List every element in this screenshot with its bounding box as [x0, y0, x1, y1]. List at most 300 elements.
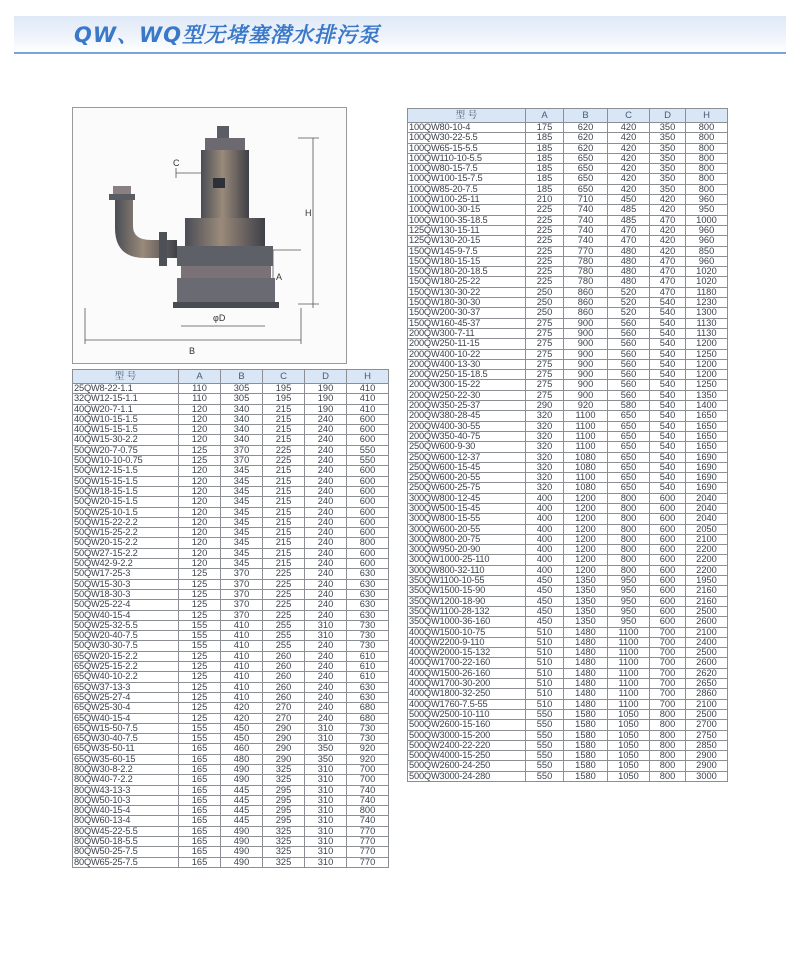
cell-model: 200QW380-28-45 [408, 411, 526, 421]
cell-a: 510 [526, 627, 564, 637]
cell-d: 240 [305, 610, 347, 620]
table-row [408, 401, 728, 411]
table-row [73, 456, 389, 466]
cell-a: 400 [526, 503, 564, 513]
cell-d: 470 [650, 287, 686, 297]
table-row [73, 703, 389, 713]
table-row [408, 524, 728, 534]
cell-model: 250QW600-9-30 [408, 442, 526, 452]
cell-d: 240 [305, 548, 347, 558]
cell-a: 450 [526, 586, 564, 596]
cell-h: 2400 [686, 637, 728, 647]
cell-a: 400 [526, 565, 564, 575]
cell-c: 290 [263, 744, 305, 754]
cell-a: 125 [179, 456, 221, 466]
cell-b: 860 [564, 287, 608, 297]
cell-d: 310 [305, 764, 347, 774]
cell-h: 600 [347, 528, 389, 538]
cell-d: 600 [650, 534, 686, 544]
cell-c: 325 [263, 837, 305, 847]
cell-a: 320 [526, 442, 564, 452]
cell-c: 215 [263, 497, 305, 507]
cell-b: 1200 [564, 534, 608, 544]
cell-d: 420 [650, 246, 686, 256]
table-row [408, 123, 728, 133]
cell-model: 500QW3000-24-280 [408, 771, 526, 781]
cell-a: 225 [526, 246, 564, 256]
cell-b: 770 [564, 246, 608, 256]
column-header-a: A [526, 109, 564, 123]
cell-model: 500QW3000-15-200 [408, 730, 526, 740]
cell-a: 275 [526, 390, 564, 400]
cell-d: 540 [650, 473, 686, 483]
cell-h: 960 [686, 236, 728, 246]
cell-a: 250 [526, 308, 564, 318]
cell-model: 400QW1800-32-250 [408, 689, 526, 699]
cell-d: 240 [305, 692, 347, 702]
cell-d: 540 [650, 318, 686, 328]
table-row [408, 215, 728, 225]
cell-d: 540 [650, 411, 686, 421]
table-row [73, 847, 389, 857]
cell-b: 620 [564, 143, 608, 153]
cell-h: 600 [347, 466, 389, 476]
table-row [408, 431, 728, 441]
cell-a: 120 [179, 414, 221, 424]
cell-model: 65QW25-30-4 [73, 703, 179, 713]
page-title: QW、WQ型无堵塞潜水排污泵 [74, 23, 381, 47]
table-row [408, 658, 728, 668]
cell-c: 470 [608, 225, 650, 235]
cell-a: 550 [526, 740, 564, 750]
cell-a: 125 [179, 445, 221, 455]
cell-a: 225 [526, 277, 564, 287]
cell-model: 100QW100-15-7.5 [408, 174, 526, 184]
cell-c: 295 [263, 806, 305, 816]
cell-c: 215 [263, 466, 305, 476]
cell-a: 165 [179, 744, 221, 754]
cell-d: 240 [305, 589, 347, 599]
cell-d: 600 [650, 617, 686, 627]
cell-a: 120 [179, 528, 221, 538]
cell-d: 350 [650, 174, 686, 184]
cell-a: 125 [179, 610, 221, 620]
cell-b: 900 [564, 380, 608, 390]
cell-b: 780 [564, 267, 608, 277]
cell-h: 610 [347, 662, 389, 672]
cell-b: 1100 [564, 442, 608, 452]
table-row [73, 559, 389, 569]
table-row [73, 435, 389, 445]
cell-h: 2600 [686, 658, 728, 668]
table-row [408, 699, 728, 709]
cell-d: 350 [305, 744, 347, 754]
left-spec-table [72, 369, 389, 868]
cell-b: 370 [221, 600, 263, 610]
table-row [408, 709, 728, 719]
cell-h: 770 [347, 837, 389, 847]
table-row [408, 390, 728, 400]
cell-d: 800 [650, 771, 686, 781]
cell-model: 50QW25-10-1.5 [73, 507, 179, 517]
cell-b: 370 [221, 579, 263, 589]
cell-b: 490 [221, 857, 263, 867]
table-row [408, 195, 728, 205]
table-row [73, 754, 389, 764]
cell-c: 420 [608, 133, 650, 143]
cell-b: 1480 [564, 668, 608, 678]
cell-model: 100QW100-35-18.5 [408, 215, 526, 225]
cell-model: 300QW500-15-45 [408, 503, 526, 513]
table-row [408, 751, 728, 761]
cell-h: 800 [347, 538, 389, 548]
cell-a: 185 [526, 164, 564, 174]
cell-h: 2650 [686, 679, 728, 689]
cell-model: 400QW1760-7.5-55 [408, 699, 526, 709]
table-row [408, 328, 728, 338]
cell-c: 295 [263, 795, 305, 805]
cell-h: 600 [347, 414, 389, 424]
cell-h: 800 [686, 133, 728, 143]
cell-b: 1350 [564, 617, 608, 627]
cell-b: 490 [221, 826, 263, 836]
cell-model: 300QW800-32-110 [408, 565, 526, 575]
cell-b: 410 [221, 651, 263, 661]
table-row [73, 826, 389, 836]
cell-h: 2700 [686, 720, 728, 730]
cell-c: 215 [263, 435, 305, 445]
table-row [73, 682, 389, 692]
cell-b: 410 [221, 662, 263, 672]
cell-a: 510 [526, 699, 564, 709]
cell-a: 250 [526, 298, 564, 308]
cell-c: 420 [608, 174, 650, 184]
table-row [408, 473, 728, 483]
cell-a: 320 [526, 473, 564, 483]
cell-h: 800 [686, 123, 728, 133]
cell-h: 2100 [686, 699, 728, 709]
table-row [408, 153, 728, 163]
cell-model: 350QW1500-15-90 [408, 586, 526, 596]
cell-h: 770 [347, 857, 389, 867]
cell-h: 610 [347, 672, 389, 682]
table-row [73, 723, 389, 733]
cell-d: 310 [305, 795, 347, 805]
cell-b: 410 [221, 692, 263, 702]
table-header-row [408, 109, 728, 123]
cell-h: 630 [347, 600, 389, 610]
cell-c: 480 [608, 256, 650, 266]
cell-h: 2620 [686, 668, 728, 678]
cell-d: 310 [305, 816, 347, 826]
cell-h: 3000 [686, 771, 728, 781]
cell-h: 800 [686, 184, 728, 194]
cell-model: 50QW30-30-7.5 [73, 641, 179, 651]
cell-h: 800 [686, 174, 728, 184]
cell-model: 65QW35-60-15 [73, 754, 179, 764]
cell-a: 275 [526, 380, 564, 390]
cell-b: 1200 [564, 565, 608, 575]
table-row [408, 740, 728, 750]
cell-model: 50QW20-15-1.5 [73, 497, 179, 507]
column-header-b: B [221, 370, 263, 384]
cell-h: 1650 [686, 442, 728, 452]
cell-d: 190 [305, 404, 347, 414]
cell-a: 450 [526, 576, 564, 586]
cell-a: 275 [526, 318, 564, 328]
cell-model: 80QW60-13-4 [73, 816, 179, 826]
cell-a: 550 [526, 709, 564, 719]
cell-a: 120 [179, 425, 221, 435]
cell-b: 460 [221, 744, 263, 754]
table-row [73, 425, 389, 435]
table-row [73, 528, 389, 538]
cell-d: 240 [305, 641, 347, 651]
cell-a: 110 [179, 394, 221, 404]
table-row [408, 679, 728, 689]
cell-d: 240 [305, 497, 347, 507]
column-header-a: A [179, 370, 221, 384]
cell-b: 345 [221, 548, 263, 558]
cell-b: 370 [221, 456, 263, 466]
cell-c: 295 [263, 816, 305, 826]
cell-model: 50QW20-15-2.2 [73, 538, 179, 548]
cell-h: 950 [686, 205, 728, 215]
cell-d: 350 [650, 164, 686, 174]
cell-b: 370 [221, 445, 263, 455]
cell-h: 1250 [686, 349, 728, 359]
cell-d: 240 [305, 517, 347, 527]
cell-b: 345 [221, 486, 263, 496]
cell-b: 1480 [564, 679, 608, 689]
cell-c: 225 [263, 600, 305, 610]
cell-b: 345 [221, 538, 263, 548]
cell-h: 730 [347, 631, 389, 641]
cell-b: 370 [221, 589, 263, 599]
pump-icon [109, 126, 279, 308]
cell-h: 630 [347, 569, 389, 579]
cell-c: 260 [263, 651, 305, 661]
cell-a: 250 [526, 287, 564, 297]
cell-b: 345 [221, 517, 263, 527]
cell-b: 445 [221, 816, 263, 826]
cell-h: 2750 [686, 730, 728, 740]
cell-d: 240 [305, 600, 347, 610]
cell-c: 1100 [608, 658, 650, 668]
cell-d: 700 [650, 627, 686, 637]
cell-c: 520 [608, 287, 650, 297]
cell-d: 540 [650, 339, 686, 349]
cell-a: 125 [179, 672, 221, 682]
cell-b: 410 [221, 672, 263, 682]
cell-d: 310 [305, 620, 347, 630]
label-a: A [276, 272, 283, 282]
cell-c: 485 [608, 205, 650, 215]
cell-d: 600 [650, 555, 686, 565]
cell-a: 450 [526, 596, 564, 606]
table-row [408, 164, 728, 174]
cell-c: 480 [608, 277, 650, 287]
cell-model: 350QW1000-36-160 [408, 617, 526, 627]
cell-c: 800 [608, 514, 650, 524]
left-table-body [73, 384, 389, 868]
pump-drawing [73, 108, 346, 363]
cell-d: 800 [650, 761, 686, 771]
cell-a: 210 [526, 195, 564, 205]
cell-d: 240 [305, 672, 347, 682]
cell-b: 900 [564, 349, 608, 359]
cell-model: 125QW130-15-11 [408, 225, 526, 235]
table-row [73, 692, 389, 702]
cell-a: 400 [526, 493, 564, 503]
table-row [408, 442, 728, 452]
table-row [73, 466, 389, 476]
cell-b: 1350 [564, 606, 608, 616]
cell-d: 310 [305, 806, 347, 816]
cell-c: 1100 [608, 627, 650, 637]
cell-model: 150QW160-45-37 [408, 318, 526, 328]
cell-a: 155 [179, 631, 221, 641]
cell-h: 630 [347, 589, 389, 599]
cell-b: 1580 [564, 771, 608, 781]
cell-h: 730 [347, 734, 389, 744]
cell-h: 410 [347, 384, 389, 394]
cell-model: 50QW18-15-1.5 [73, 486, 179, 496]
cell-c: 215 [263, 538, 305, 548]
cell-h: 2200 [686, 545, 728, 555]
table-row [408, 483, 728, 493]
cell-b: 1580 [564, 730, 608, 740]
cell-model: 80QW45-22-5.5 [73, 826, 179, 836]
cell-model: 250QW600-15-45 [408, 462, 526, 472]
cell-h: 730 [347, 620, 389, 630]
cell-model: 350QW1200-18-90 [408, 596, 526, 606]
table-row [73, 651, 389, 661]
table-row [408, 133, 728, 143]
cell-h: 700 [347, 775, 389, 785]
cell-model: 65QW25-15-2.2 [73, 662, 179, 672]
cell-h: 1950 [686, 576, 728, 586]
cell-c: 215 [263, 425, 305, 435]
cell-d: 540 [650, 328, 686, 338]
cell-a: 320 [526, 411, 564, 421]
cell-h: 410 [347, 394, 389, 404]
cell-a: 125 [179, 713, 221, 723]
cell-h: 600 [347, 497, 389, 507]
cell-h: 550 [347, 456, 389, 466]
cell-d: 240 [305, 569, 347, 579]
cell-d: 800 [650, 740, 686, 750]
cell-b: 490 [221, 837, 263, 847]
table-row [408, 514, 728, 524]
column-header-d: D [305, 370, 347, 384]
cell-b: 1200 [564, 555, 608, 565]
cell-d: 600 [650, 503, 686, 513]
cell-model: 100QW100-25-11 [408, 195, 526, 205]
cell-d: 540 [650, 442, 686, 452]
cell-a: 550 [526, 720, 564, 730]
cell-c: 650 [608, 462, 650, 472]
cell-d: 240 [305, 538, 347, 548]
table-row [73, 476, 389, 486]
cell-b: 900 [564, 339, 608, 349]
cell-b: 920 [564, 401, 608, 411]
cell-a: 185 [526, 143, 564, 153]
cell-model: 65QW15-50-7.5 [73, 723, 179, 733]
cell-a: 165 [179, 857, 221, 867]
cell-a: 155 [179, 641, 221, 651]
cell-b: 410 [221, 620, 263, 630]
cell-model: 500QW2400-22-220 [408, 740, 526, 750]
cell-model: 150QW180-25-22 [408, 277, 526, 287]
cell-c: 520 [608, 308, 650, 318]
cell-h: 960 [686, 225, 728, 235]
cell-model: 350QW1100-10-55 [408, 576, 526, 586]
cell-model: 25QW8-22-1.1 [73, 384, 179, 394]
cell-h: 960 [686, 256, 728, 266]
cell-b: 740 [564, 205, 608, 215]
cell-d: 540 [650, 390, 686, 400]
cell-h: 1200 [686, 339, 728, 349]
cell-model: 40QW15-15-1.5 [73, 425, 179, 435]
table-row [408, 349, 728, 359]
cell-b: 1580 [564, 709, 608, 719]
cell-a: 155 [179, 620, 221, 630]
cell-b: 1080 [564, 483, 608, 493]
table-row [73, 744, 389, 754]
cell-a: 120 [179, 435, 221, 445]
title-bar [14, 16, 786, 54]
cell-model: 100QW65-15-5.5 [408, 143, 526, 153]
table-row [73, 672, 389, 682]
cell-d: 600 [650, 586, 686, 596]
cell-model: 200QW400-13-30 [408, 359, 526, 369]
cell-b: 370 [221, 610, 263, 620]
table-row [408, 359, 728, 369]
cell-a: 550 [526, 771, 564, 781]
cell-a: 400 [526, 534, 564, 544]
cell-b: 450 [221, 723, 263, 733]
cell-model: 200QW350-25-37 [408, 401, 526, 411]
cell-c: 260 [263, 662, 305, 672]
cell-model: 200QW350-40-75 [408, 431, 526, 441]
cell-h: 1650 [686, 411, 728, 421]
cell-d: 540 [650, 452, 686, 462]
cell-b: 1350 [564, 576, 608, 586]
cell-b: 1100 [564, 473, 608, 483]
cell-a: 120 [179, 548, 221, 558]
cell-c: 1050 [608, 771, 650, 781]
cell-b: 445 [221, 785, 263, 795]
cell-c: 225 [263, 456, 305, 466]
cell-c: 800 [608, 534, 650, 544]
table-row [73, 641, 389, 651]
cell-b: 900 [564, 370, 608, 380]
cell-a: 125 [179, 600, 221, 610]
cell-model: 65QW20-15-2.2 [73, 651, 179, 661]
cell-h: 610 [347, 651, 389, 661]
cell-d: 310 [305, 775, 347, 785]
cell-a: 510 [526, 679, 564, 689]
cell-b: 620 [564, 123, 608, 133]
cell-h: 600 [347, 517, 389, 527]
table-row [73, 662, 389, 672]
cell-h: 1650 [686, 431, 728, 441]
table-row [73, 857, 389, 867]
cell-h: 680 [347, 713, 389, 723]
table-row [408, 256, 728, 266]
cell-c: 215 [263, 559, 305, 569]
